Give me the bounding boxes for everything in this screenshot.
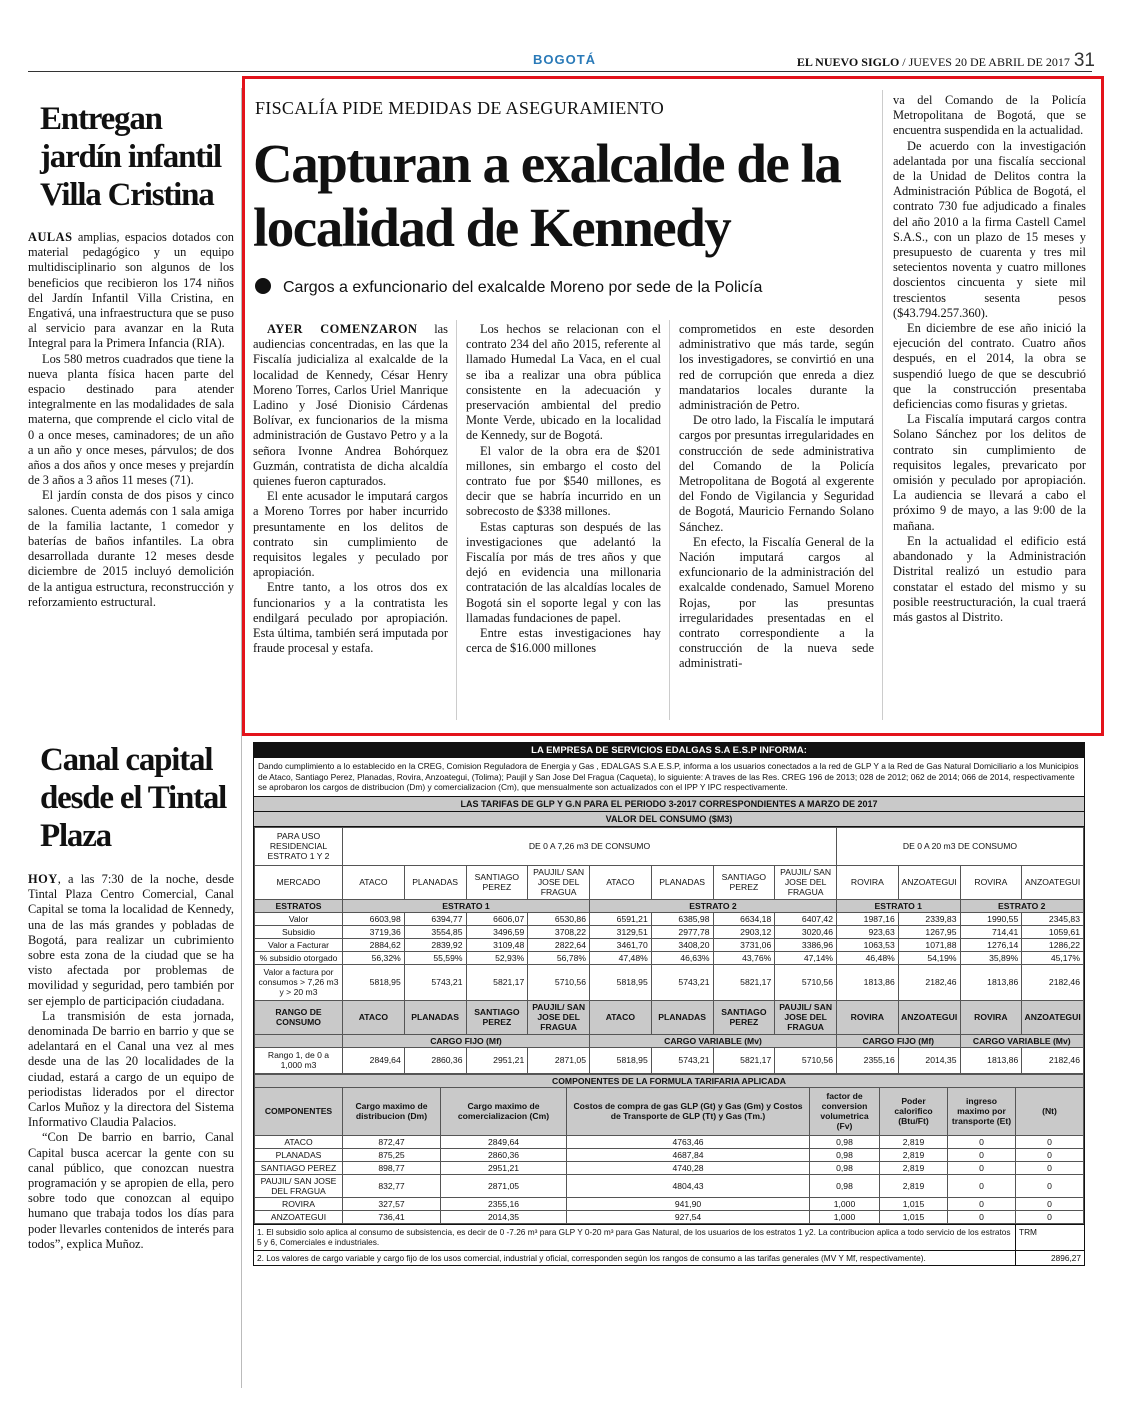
comp-cell: 0,98 — [810, 1135, 880, 1148]
comp-cell: 0 — [948, 1161, 1016, 1174]
tariff-intro: Dando cumplimiento a lo establecido en la CREG, Comision Reguladora de Energia y Gas , EDALGAS S.A E.S.P, informa a los usuarios conectados a la red de GLP Y a la Red de Gas Natural Domiciliario a los Municipios de Ataco, Santiago Perez, Planadas, Rovira, Anzoategui, (Tolima); Paujil y San Jose Del Fragua (Caqueta), lo siguiente: A traves de las Res. CREG 196 de 2013; 028 de 2012; 062 de 2014; 066 de 2014, respectivamente se aprobaron los cargos de distribucion (Dm) y comercializacion (Cm), que mensualmente son actualizados con el IPP Y IPC respectivamente. — [254, 758, 1084, 797]
tariff-cell: 2903,12 — [713, 925, 775, 938]
section-name: BOGOTÁ — [533, 52, 597, 67]
comp-header: COMPONENTES — [255, 1087, 343, 1135]
comp-cell: 2860,36 — [441, 1148, 567, 1161]
tariff-cell: 3020,46 — [775, 925, 837, 938]
main-col-2-p2: El valor de la obra era de $201 millones, sin embargo el costo del contrato fue por $540 millones, es decir que se habría incurrido en un sobrecosto de $338 millones. — [466, 443, 661, 519]
estratos-label: ESTRATOS — [255, 899, 343, 912]
comp-cell: 4804,43 — [567, 1174, 810, 1197]
main-headline: Capturan a exalcalde de la localidad de Kennedy — [253, 133, 841, 258]
market-header: PLANADAS — [404, 1000, 466, 1034]
tariff-cell: 6407,42 — [775, 912, 837, 925]
rango-glp: DE 0 A 7,26 m3 DE CONSUMO — [343, 827, 837, 865]
rango-1-cell: 2951,21 — [466, 1047, 528, 1073]
rango-header-row — [255, 1000, 1084, 1034]
market-header: ATACO — [590, 865, 652, 899]
market-header: ATACO — [343, 1000, 405, 1034]
issue-date: / JUEVES 20 DE ABRIL DE 2017 — [899, 55, 1070, 69]
main-col-2-p4: Entre estas investigaciones hay cerca de $16.000 millones — [466, 626, 661, 656]
trm-value: 2896,27 — [1051, 1252, 1081, 1263]
comp-cell: 2,819 — [880, 1161, 948, 1174]
tariff-row — [255, 951, 1084, 964]
rango-1-cell: 5710,56 — [775, 1047, 837, 1073]
main-col-divider-2 — [669, 320, 670, 720]
tariff-cell: 1063,53 — [837, 938, 899, 951]
tariff-cell: 6591,21 — [590, 912, 652, 925]
comp-cell: 1,000 — [810, 1197, 880, 1210]
tariff-banner: LA EMPRESA DE SERVICIOS EDALGAS S.A E.S.P INFORMA: — [254, 743, 1084, 758]
comp-cell: 2951,21 — [441, 1161, 567, 1174]
left-story-2-p2: La transmisión de esta jornada, denominada De barrio en barrio y que se adelantará en el Canal una vez al mes desde una de las 20 localidades de la ciudad, estará a cargo de un equipo de periodistas liderados por el director Carlos Muñoz y la directora del Sistema Informativo Claudia Palacios. — [28, 1008, 234, 1130]
left-story-1-title: Entregan jardín infantil Villa Cristina — [40, 101, 221, 213]
tariff-cell: 45,17% — [1022, 951, 1084, 964]
comp-row — [255, 1135, 1084, 1148]
comp-cell: 2014,35 — [441, 1210, 567, 1223]
main-col-4 — [893, 93, 1086, 625]
tariff-period: LAS TARIFAS DE GLP Y G.N PARA EL PERIODO 3-2017 CORRESPONDIENTES A MARZO DE 2017 — [254, 797, 1084, 812]
paper-name: EL NUEVO SIGLO — [796, 55, 900, 69]
tariff-cell: 1286,22 — [1022, 938, 1084, 951]
main-col-1-p1: AYER COMENZARON las audiencias concentradas, en las que la Fiscalía judicializa al exalcalde de la localidad de Kennedy, César Henry Moreno Torres, Carlos Uriel Manrique Ladino y José Dionisio Cárdenas Bolívar, ex funcionarios de la misma administración de Gustavo Petro y a la señora Ivonne Andrea Bohórquez Guzmán, contratista de dicha alcaldía quienes fueron capturados. — [253, 322, 448, 489]
rango-1-cell: 1813,86 — [960, 1047, 1022, 1073]
tariff-cell: 923,63 — [837, 925, 899, 938]
tariff-valor-header: VALOR DEL CONSUMO ($M3) — [254, 812, 1084, 827]
tariff-cell: 46,48% — [837, 951, 899, 964]
comp-name: ATACO — [255, 1135, 343, 1148]
comp-row — [255, 1210, 1084, 1223]
comp-header: factor de conversion volumetrica (Fv) — [810, 1087, 880, 1135]
tariff-cell: 714,41 — [960, 925, 1022, 938]
comp-cell: 0 — [1016, 1174, 1084, 1197]
main-col-1-p3: Entre tanto, a los otros dos ex funcionarios y a la contratista les endilgará peculado por apropiación. Esta última, también será imputada por fraude procesal y estafa. — [253, 580, 448, 656]
left-story-1-p3: El jardín consta de dos pisos y cinco salones. Cuenta además con 1 sala amiga de la familia lactante, 1 comedor y baterías de baños infantiles. La obra desarrollada durante 12 meses desde diciembre de 2015 incluyó demolición de la antigua estructura, reconstrucción y reforzamiento estructural. — [28, 488, 234, 609]
tariff-cell: 56,78% — [528, 951, 590, 964]
comp-cell: 2849,64 — [441, 1135, 567, 1148]
row-label: Valor a Facturar — [255, 938, 343, 951]
main-col-3-p2: De otro lado, la Fiscalía le imputará cargos por presuntas irregularidades en construcción de sede administrativa del Comando de la Policía Metropolitana de Bogotá al exgerente del Fondo de Vigilancia y Seguridad de Bogotá, Mauricio Fernando Solano Sánchez. — [679, 413, 874, 534]
comp-cell: 0 — [948, 1135, 1016, 1148]
main-col-3 — [679, 322, 874, 672]
comp-cell: 4740,28 — [567, 1161, 810, 1174]
comp-cell: 736,41 — [343, 1210, 441, 1223]
market-header: ROVIRA — [837, 1000, 899, 1034]
market-header: ATACO — [590, 1000, 652, 1034]
comp-cell: 898,77 — [343, 1161, 441, 1174]
market-header: ROVIRA — [960, 865, 1022, 899]
tariff-cell: 6634,18 — [713, 912, 775, 925]
main-col-2-p1: Los hechos se relacionan con el contrato 234 del año 2015, referente al llamado Humedal La Vaca, en el cual se iba a realizar una obra pública consistente en la adecuación y preservación ambiental del predio Monte Verde, ubicado en la localidad de Kennedy, sur de Bogotá. — [466, 322, 661, 443]
rango-1-row — [255, 1047, 1084, 1073]
cargo-label: CARGO FIJO (Mf) — [343, 1034, 590, 1047]
tariff-cell: 3408,20 — [651, 938, 713, 951]
cargo-label: CARGO FIJO (Mf) — [837, 1034, 961, 1047]
comp-row — [255, 1161, 1084, 1174]
rango-1-cell: 2014,35 — [898, 1047, 960, 1073]
comp-cell: 941,90 — [567, 1197, 810, 1210]
tariff-notes — [254, 1224, 1084, 1266]
left-story-2-p1: HOY, a las 7:30 de la noche, desde Tintal Plaza Centro Comercial, Canal Capital se toma la localidad de Kennedy, una de las más grandes y pobladas de Bogotá, para realizar un cubrimiento sobre esta zona de la ciudad que se ha visto afectada por problemas de movilidad y seguridad, pero también por ser ejemplo de participación ciudadana. — [28, 872, 234, 1008]
left-story-1-body — [28, 230, 234, 610]
masthead-line — [0, 50, 1095, 72]
rango-1-label: Rango 1, de 0 a 1,000 m3 — [255, 1047, 343, 1073]
comp-cell: 2,819 — [880, 1135, 948, 1148]
main-col-divider-1 — [456, 320, 457, 720]
estrato-1-gn: ESTRATO 1 — [837, 899, 961, 912]
main-col-1 — [253, 322, 448, 656]
main-col-1-p2: El ente acusador le imputará cargos a Moreno Torres por haber incurrido presuntamente en los delitos de contrato sin cumplimiento de requisitos legales y peculado por apropiación. — [253, 489, 448, 580]
market-header: SANTIAGO PEREZ — [713, 865, 775, 899]
tariff-cell: 46,63% — [651, 951, 713, 964]
comp-cell: 2871,05 — [441, 1174, 567, 1197]
row-label: Valor — [255, 912, 343, 925]
main-col-4-p3: En diciembre de ese año inició la ejecución del contrato. Cuatro años después, en el 2014, la obra se suspendió luego de que se descubrió que la construcción presentaba deficiencias como fisuras y grietas. — [893, 321, 1086, 412]
rango-1-cell: 5818,95 — [590, 1047, 652, 1073]
left-story-2-body — [28, 872, 234, 1252]
comp-header: Costos de compra de gas GLP (Gt) y Gas (Gm) y Costos de Transporte de GLP (Tt) y Gas (Tm.) — [567, 1087, 810, 1135]
main-col-4-p4: La Fiscalía imputará cargos contra Solano Sánchez por los delitos de contrato sin cumplimiento de requisitos legales, prevaricato por omisión y peculado por apropiación. La audiencia se llevará a cabo el próximo 9 de mayo, a las 9:00 de la mañana. — [893, 412, 1086, 533]
tariff-cell: 55,59% — [404, 951, 466, 964]
market-header: ATACO — [343, 865, 405, 899]
market-header: SANTIAGO PEREZ — [466, 865, 528, 899]
market-header: PLANADAS — [651, 865, 713, 899]
comp-row — [255, 1197, 1084, 1210]
comp-row — [255, 1174, 1084, 1197]
main-deck: Cargos a exfuncionario del exalcalde Moreno por sede de la Policía — [255, 278, 762, 297]
comp-cell: 1,015 — [880, 1210, 948, 1223]
comp-cell: 2,819 — [880, 1148, 948, 1161]
comp-name: PLANADAS — [255, 1148, 343, 1161]
tariff-cell: 1813,86 — [837, 964, 899, 1000]
main-kicker: FISCALÍA PIDE MEDIDAS DE ASEGURAMIENTO — [255, 98, 665, 118]
tariff-cell: 1267,95 — [898, 925, 960, 938]
comp-cell: 0 — [1016, 1148, 1084, 1161]
comp-cell: 0,98 — [810, 1174, 880, 1197]
tariff-cell: 1813,86 — [960, 964, 1022, 1000]
comp-header: ingreso maximo por transporte (Et) — [948, 1087, 1016, 1135]
comp-cell: 2355,16 — [441, 1197, 567, 1210]
tariff-cell: 56,32% — [343, 951, 405, 964]
rango-gn: DE 0 A 20 m3 DE CONSUMO — [837, 827, 1084, 865]
tariff-cell: 47,14% — [775, 951, 837, 964]
comp-name: SANTIAGO PEREZ — [255, 1161, 343, 1174]
comp-header: (Nt) — [1016, 1087, 1084, 1135]
comp-cell: 0,98 — [810, 1161, 880, 1174]
tariff-cell: 1276,14 — [960, 938, 1022, 951]
comp-cell: 327,57 — [343, 1197, 441, 1210]
tariff-cell: 5818,95 — [343, 964, 405, 1000]
market-header: ANZOATEGUI — [898, 865, 960, 899]
left-story-1-lead: AULAS — [28, 230, 73, 244]
rango-1-cell: 2871,05 — [528, 1047, 590, 1073]
tariff-cell: 2339,83 — [898, 912, 960, 925]
tariff-cell: 52,93% — [466, 951, 528, 964]
comp-cell: 875,25 — [343, 1148, 441, 1161]
tariff-row — [255, 938, 1084, 951]
market-header: ANZOATEGUI — [898, 1000, 960, 1034]
comp-row — [255, 1148, 1084, 1161]
tariff-cell: 6394,77 — [404, 912, 466, 925]
componentes-title: COMPONENTES DE LA FORMULA TARIFARIA APLICADA — [255, 1074, 1084, 1087]
tariff-cell: 5743,21 — [404, 964, 466, 1000]
tariff-cell: 3386,96 — [775, 938, 837, 951]
tariff-notice — [253, 742, 1085, 1266]
rango-1-cell: 2860,36 — [404, 1047, 466, 1073]
rango-1-cell: 5821,17 — [713, 1047, 775, 1073]
tariff-cell: 47,48% — [590, 951, 652, 964]
note-1: 1. El subsidio solo aplica al consumo de subsistencia, es decir de 0 -7.26 m³ para GLP Y 0-20 m³ para Gas Natural, de los usuarios de los estratos 1 y2. La contribucion aplica a todo servicio de los estratos 5 y 6, Comerciales e industriales. — [254, 1225, 1016, 1250]
market-header: ANZOATEGUI — [1022, 865, 1084, 899]
comp-cell: 2,819 — [880, 1174, 948, 1197]
tariff-cell: 5821,17 — [713, 964, 775, 1000]
tariff-cell: 1990,55 — [960, 912, 1022, 925]
tariff-cell: 2345,83 — [1022, 912, 1084, 925]
tariff-cell: 3554,85 — [404, 925, 466, 938]
main-col-3-p3: En efecto, la Fiscalía General de la Nación imputará cargos al exfuncionario de la administración del exalcalde condenado, Samuel Moreno Rojas, por las presuntas irregularidades presentadas en el contrato correspondiente a la construcción de la nueva sede administrati- — [679, 534, 874, 671]
main-lead: AYER COMENZARON — [267, 322, 418, 336]
comp-cell: 1,015 — [880, 1197, 948, 1210]
tariff-cell: 3129,51 — [590, 925, 652, 938]
comp-header: Cargo maximo de comercializacion (Cm) — [441, 1087, 567, 1135]
comp-cell: 927,54 — [567, 1210, 810, 1223]
page-number: 31 — [1073, 50, 1095, 71]
tariff-cell: 5818,95 — [590, 964, 652, 1000]
market-header: PAUJIL/ SAN JOSE DEL FRAGUA — [528, 1000, 590, 1034]
comp-header: Cargo maximo de distribucion (Dm) — [343, 1087, 441, 1135]
tariff-cell: 5821,17 — [466, 964, 528, 1000]
tariff-cell: 6530,86 — [528, 912, 590, 925]
market-header: PLANADAS — [404, 865, 466, 899]
bullet-icon — [255, 278, 271, 294]
tariff-cell: 43,76% — [713, 951, 775, 964]
comp-cell: 0 — [1016, 1197, 1084, 1210]
comp-cell: 832,77 — [343, 1174, 441, 1197]
tariff-cell: 2182,46 — [1022, 964, 1084, 1000]
uso-label: PARA USO RESIDENCIAL ESTRATO 1 Y 2 — [255, 827, 343, 865]
comp-cell: 0 — [1016, 1135, 1084, 1148]
main-col-4-p2: De acuerdo con la investigación adelantada por una fiscalía seccional de la Unidad de Delitos contra la Administración Pública de Bogotá, el contrato 730 fue adjudicado a finales del año 2010 a la firma Castell Camel S.A.S., con un plazo de 15 meses y presupuesto de cuarenta y tres mil setecientos noventa y cuatro millones doscientos cincuenta y siete mil trescientos sesenta pesos ($43.794.257.360). — [893, 138, 1086, 320]
tariff-cell: 3719,36 — [343, 925, 405, 938]
tariff-cell: 5710,56 — [775, 964, 837, 1000]
left-story-2-title: Canal capital desde el Tintal Plaza — [40, 742, 227, 854]
tariff-cell: 3731,06 — [713, 938, 775, 951]
market-header: PAUJIL/ SAN JOSE DEL FRAGUA — [775, 1000, 837, 1034]
tariff-cell: 6603,98 — [343, 912, 405, 925]
tariff-cell: 1987,16 — [837, 912, 899, 925]
tariff-cell: 2182,46 — [898, 964, 960, 1000]
main-col-4-p5: En la actualidad el edificio está abandonado y la Administración Distrital realizó un estudio para constatar el estado del mismo y su posible reestructuración, la cual traerá más gastos al Distrito. — [893, 533, 1086, 624]
tariff-cell: 1071,88 — [898, 938, 960, 951]
comp-cell: 0 — [948, 1197, 1016, 1210]
note-2: 2. Los valores de cargo variable y cargo fijo de los usos comercial, industrial y oficial, corresponden según los rangos de consumo a las tarifas generales (MV Y Mf, respectivamente). — [254, 1251, 1016, 1266]
comp-cell: 0 — [948, 1148, 1016, 1161]
market-header: ROVIRA — [960, 1000, 1022, 1034]
tariff-cell: 2839,92 — [404, 938, 466, 951]
rango-1-cell: 2182,46 — [1022, 1047, 1084, 1073]
main-col-divider-3 — [882, 90, 883, 720]
tariff-row — [255, 964, 1084, 1000]
comp-cell: 0 — [1016, 1210, 1084, 1223]
cargo-label: CARGO VARIABLE (Mv) — [590, 1034, 837, 1047]
row-label: % subsidio otorgado — [255, 951, 343, 964]
comp-cell: 872,47 — [343, 1135, 441, 1148]
cargo-header-row — [255, 1034, 1084, 1047]
comp-cell: 0,98 — [810, 1148, 880, 1161]
tariff-cell: 3461,70 — [590, 938, 652, 951]
tariff-cell: 5710,56 — [528, 964, 590, 1000]
tariff-cell: 54,19% — [898, 951, 960, 964]
main-col-3-p1: comprometidos en este desorden administrativo que más tarde, según los investigadores, se convirtió en una red de corrupción que enreda a diez mandatarios locales durante la administración de Petro. — [679, 322, 874, 413]
tariff-table — [254, 827, 1084, 1074]
comp-cell: 0 — [948, 1210, 1016, 1223]
market-header: ANZOATEGUI — [1022, 1000, 1084, 1034]
left-story-2-p3: “Con De barrio en barrio, Canal Capital busca acercar la gente con su canal público, que conozcan nuestra programación y se apropien de ella, pero sobre todo que conozcan al equipo humano que trabaja todos los días para poder llevarles contenidos de interés para todos”, explica Muñoz. — [28, 1130, 234, 1251]
comp-name: PAUJIL/ SAN JOSE DEL FRAGUA — [255, 1174, 343, 1197]
main-col-2 — [466, 322, 661, 656]
mercado-label: MERCADO — [255, 865, 343, 899]
tariff-cell: 1059,61 — [1022, 925, 1084, 938]
market-header: PLANADAS — [651, 1000, 713, 1034]
estrato-2-gn: ESTRATO 2 — [960, 899, 1084, 912]
comp-name: ANZOATEGUI — [255, 1210, 343, 1223]
header-rule — [28, 71, 1092, 72]
market-header: SANTIAGO PEREZ — [713, 1000, 775, 1034]
comp-cell: 1,000 — [810, 1210, 880, 1223]
market-header: SANTIAGO PEREZ — [466, 1000, 528, 1034]
tariff-cell: 35,89% — [960, 951, 1022, 964]
market-header: PAUJIL/ SAN JOSE DEL FRAGUA — [528, 865, 590, 899]
comp-header: Poder calorifico (Btu/Ft) — [880, 1087, 948, 1135]
rango-1-cell: 2849,64 — [343, 1047, 405, 1073]
tariff-row — [255, 912, 1084, 925]
comp-cell: 4763,46 — [567, 1135, 810, 1148]
market-header: ROVIRA — [837, 865, 899, 899]
tariff-cell: 2977,78 — [651, 925, 713, 938]
tariff-cell: 3109,48 — [466, 938, 528, 951]
left-story-1-p2: Los 580 metros cuadrados que tiene la nueva planta física hacen parte del espacio destinado para atender integralmente en las modalidades de sala materna, que comprende el ciclo vital de 0 a once meses, caminadores; de un año a un año y once meses, párvulos; de dos años a dos años y once meses y prejardín de 3 años a 3 años 11 meses (71). — [28, 351, 234, 488]
tariff-cell: 3496,59 — [466, 925, 528, 938]
left-story-2-lead: HOY — [28, 872, 58, 886]
tariff-row — [255, 925, 1084, 938]
cargo-spacer — [255, 1034, 343, 1047]
tariff-cell: 3708,22 — [528, 925, 590, 938]
left-story-1-p1: AULAS amplias, espacios dotados con material pedagógico y un equipo multidisciplinario son algunos de los beneficios que recibieron los 174 niños del Jardín Infantil Villa Cristina, en Engativá, una infraestructura que se puso al servicio para avanzar en la Ruta Integral para la Primera Infancia (RIA). — [28, 230, 234, 351]
tariff-cell: 5743,21 — [651, 964, 713, 1000]
comp-name: ROVIRA — [255, 1197, 343, 1210]
estrato-1-glp: ESTRATO 1 — [343, 899, 590, 912]
tariff-cell: 2822,64 — [528, 938, 590, 951]
rango-consumo-label: RANGO DE CONSUMO — [255, 1000, 343, 1034]
tariff-cell: 6385,98 — [651, 912, 713, 925]
comp-cell: 0 — [948, 1174, 1016, 1197]
main-col-2-p3: Estas capturas son después de las investigaciones que adelantó la Fiscalía por más de tres años y que dejó en evidencia una millonaria contratación de las alcaldías locales de Bogotá sin el soporte legal y con las llamadas fundaciones de papel. — [466, 519, 661, 625]
main-col-4-p1: va del Comando de la Policía Metropolitana de Bogotá, que se encuentra suspendida en la actualidad. — [893, 93, 1086, 138]
rango-1-cell: 5743,21 — [651, 1047, 713, 1073]
estrato-2-glp: ESTRATO 2 — [590, 899, 837, 912]
cargo-label: CARGO VARIABLE (Mv) — [960, 1034, 1084, 1047]
market-header: PAUJIL/ SAN JOSE DEL FRAGUA — [775, 865, 837, 899]
row-label: Valor a factura por consumos > 7,26 m3 y > 20 m3 — [255, 964, 343, 1000]
components-table — [254, 1074, 1084, 1224]
tariff-cell: 2884,62 — [343, 938, 405, 951]
trm-label: TRM — [1019, 1226, 1037, 1237]
comp-cell: 0 — [1016, 1161, 1084, 1174]
tariff-cell: 6606,07 — [466, 912, 528, 925]
comp-cell: 4687,84 — [567, 1148, 810, 1161]
rango-1-cell: 2355,16 — [837, 1047, 899, 1073]
row-label: Subsidio — [255, 925, 343, 938]
